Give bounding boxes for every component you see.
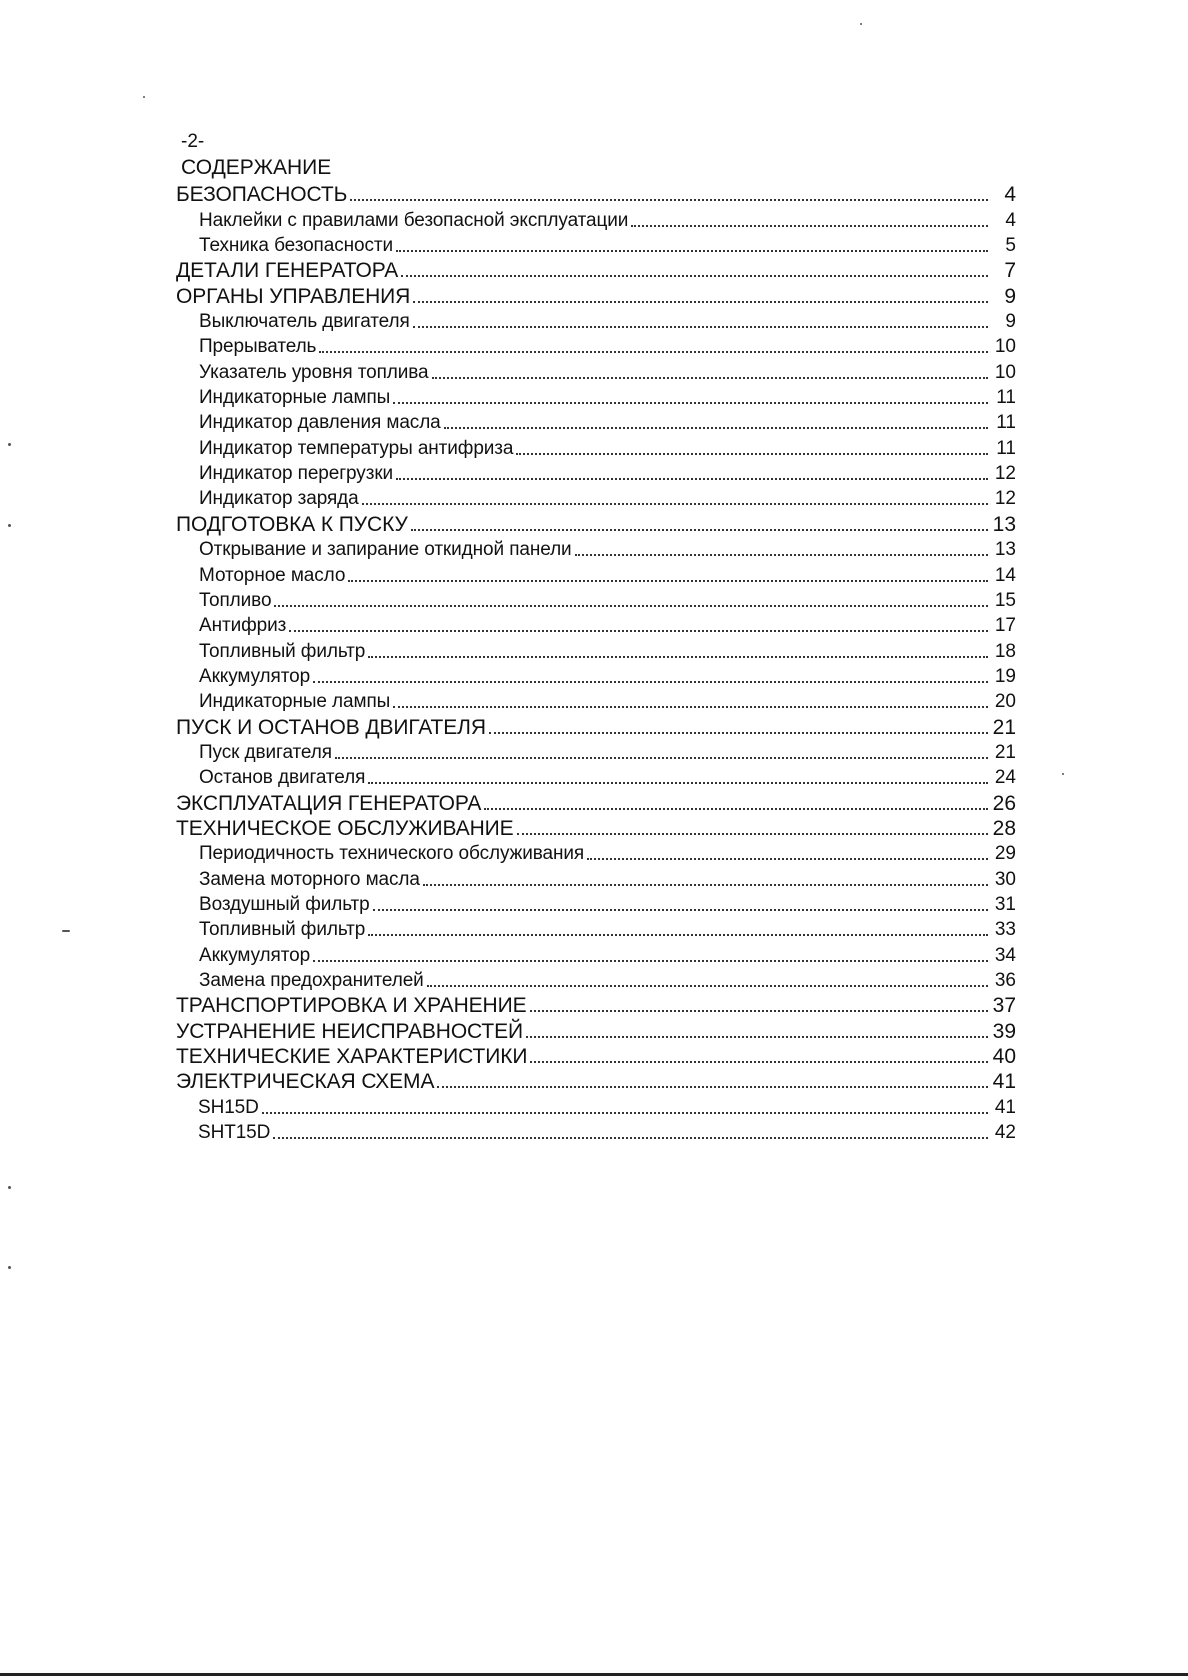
toc-entry bbox=[176, 1068, 1016, 1093]
toc-entry-label: Аккумулятор bbox=[199, 944, 311, 966]
toc-entry-page-number: 11 bbox=[996, 437, 1016, 459]
toc-entry bbox=[176, 536, 1016, 561]
toc-entry-label: Моторное масло bbox=[199, 564, 346, 586]
toc-entry bbox=[176, 840, 1016, 865]
toc-dot-leader bbox=[335, 757, 988, 759]
toc-entry bbox=[176, 764, 1016, 789]
toc-entry bbox=[176, 485, 1016, 510]
toc-entry-label: SHT15D bbox=[198, 1122, 271, 1144]
scan-speck bbox=[62, 930, 70, 932]
toc-entry-label: Останов двигателя bbox=[199, 767, 366, 789]
toc-entry-page-number: 14 bbox=[994, 564, 1016, 586]
toc-entry bbox=[176, 358, 1016, 383]
toc-entry bbox=[176, 713, 1016, 738]
toc-entry-label: Наклейки с правилами безопасной эксплуатации bbox=[199, 209, 629, 231]
toc-entry-page-number: 29 bbox=[994, 843, 1016, 865]
toc-entry bbox=[176, 181, 1016, 206]
toc-dot-leader bbox=[489, 732, 988, 734]
toc-entry bbox=[176, 612, 1016, 637]
toc-entry-label: Замена предохранителей bbox=[199, 970, 424, 991]
toc-entry-page-number: 13 bbox=[994, 539, 1016, 561]
toc-entry-label: Выключатель двигателя bbox=[199, 311, 410, 333]
toc-dot-leader bbox=[313, 681, 988, 683]
toc-dot-leader bbox=[368, 934, 988, 936]
toc-dot-leader bbox=[423, 884, 988, 886]
toc-entry-page-number: 37 bbox=[992, 994, 1016, 1018]
toc-dot-leader bbox=[393, 402, 988, 404]
toc-entry-label: Техника безопасности bbox=[199, 235, 393, 257]
toc-entry-label: Индикатор температуры антифриза bbox=[199, 437, 514, 459]
toc-entry-label: УСТРАНЕНИЕ НЕИСПРАВНОСТЕЙ bbox=[176, 1019, 524, 1043]
toc-entry-page-number: 40 bbox=[992, 1045, 1016, 1069]
toc-dot-leader bbox=[313, 960, 988, 962]
toc-entry-label: Индикаторные лампы bbox=[199, 387, 391, 409]
toc-entry-label: SH15D bbox=[198, 1096, 259, 1118]
toc-entry bbox=[176, 967, 1016, 992]
toc-entry bbox=[176, 282, 1016, 307]
toc-entry bbox=[176, 941, 1016, 966]
toc-dot-leader bbox=[273, 1137, 988, 1139]
toc-entry-page-number: 12 bbox=[994, 463, 1016, 485]
toc-dot-leader bbox=[587, 858, 988, 860]
toc-entry bbox=[176, 333, 1016, 358]
toc-dot-leader bbox=[319, 351, 988, 353]
toc-entry-label: Открывание и запирание откидной панели bbox=[199, 539, 572, 561]
toc-entry-label: Антифриз bbox=[199, 615, 287, 637]
toc-dot-leader bbox=[274, 605, 988, 607]
toc-entry-label: Индикаторные лампы bbox=[199, 691, 391, 713]
toc-entry bbox=[176, 992, 1016, 1017]
toc-entry-label: Пуск двигателя bbox=[199, 741, 332, 763]
toc-entry bbox=[176, 409, 1016, 434]
scan-speck bbox=[8, 1186, 11, 1189]
toc-dot-leader bbox=[413, 326, 988, 328]
scan-speck bbox=[1062, 773, 1064, 775]
toc-dot-leader bbox=[444, 427, 988, 429]
toc-entry-label: БЕЗОПАСНОСТЬ bbox=[176, 183, 348, 207]
toc-dot-leader bbox=[530, 1061, 988, 1063]
toc-dot-leader bbox=[526, 1036, 988, 1038]
toc-entry-page-number: 13 bbox=[992, 512, 1016, 536]
toc-entry-label: ПОДГОТОВКА К ПУСКУ bbox=[176, 512, 408, 536]
toc-entry-page-number: 39 bbox=[992, 1019, 1016, 1043]
toc-entry-label: Топливный фильтр bbox=[199, 919, 366, 941]
toc-entry bbox=[176, 232, 1016, 257]
toc-entry-page-number: 21 bbox=[992, 715, 1016, 739]
toc-dot-leader bbox=[393, 706, 988, 708]
toc-entry bbox=[176, 688, 1016, 713]
toc-entry-label: Периодичность технического обслуживания bbox=[199, 843, 585, 865]
toc-entry-label: Прерыватель bbox=[199, 336, 317, 358]
toc-entry bbox=[176, 891, 1016, 916]
toc-dot-leader bbox=[262, 1112, 988, 1114]
toc-dot-leader bbox=[516, 453, 988, 455]
toc-entry-page-number: 10 bbox=[994, 336, 1016, 358]
toc-entry bbox=[176, 1017, 1016, 1042]
toc-dot-leader bbox=[631, 225, 988, 227]
toc-entry bbox=[176, 1043, 1016, 1068]
toc-entry-label: ТЕХНИЧЕСКОЕ ОБСЛУЖИВАНИЕ bbox=[176, 816, 514, 840]
toc-dot-leader bbox=[401, 275, 988, 277]
toc-entry-page-number: 11 bbox=[996, 387, 1016, 409]
toc-entry-page-number: 34 bbox=[994, 944, 1016, 966]
toc-entry bbox=[176, 865, 1016, 890]
toc-entry bbox=[176, 663, 1016, 688]
toc-entry bbox=[176, 1119, 1016, 1144]
toc-entry bbox=[176, 510, 1016, 535]
toc-entry-page-number: 28 bbox=[992, 816, 1016, 840]
toc-entry-page-number: 4 bbox=[1004, 183, 1016, 207]
scan-speck bbox=[143, 96, 145, 98]
toc-entry bbox=[176, 815, 1016, 840]
toc-entry-page-number: 20 bbox=[994, 691, 1016, 713]
toc-dot-leader bbox=[368, 782, 988, 784]
toc-entry-page-number: 31 bbox=[994, 893, 1016, 915]
toc-entry-page-number: 12 bbox=[994, 488, 1016, 510]
toc-dot-leader bbox=[427, 985, 988, 987]
toc-entry-label: Воздушный фильтр bbox=[199, 893, 370, 915]
toc-entry-page-number: 11 bbox=[996, 412, 1016, 434]
toc-entry bbox=[176, 587, 1016, 612]
toc-entry bbox=[176, 257, 1016, 282]
toc-entry-label: ОРГАНЫ УПРАВЛЕНИЯ bbox=[176, 284, 411, 308]
toc-dot-leader bbox=[575, 554, 988, 556]
toc-heading: СОДЕРЖАНИЕ bbox=[181, 156, 332, 179]
toc-dot-leader bbox=[373, 909, 988, 911]
table-of-contents bbox=[176, 181, 1016, 1144]
toc-dot-leader bbox=[484, 808, 988, 810]
scan-speck bbox=[8, 443, 11, 446]
toc-dot-leader bbox=[368, 656, 988, 658]
toc-entry-label: ЭКСПЛУАТАЦИЯ ГЕНЕРАТОРА bbox=[176, 791, 482, 815]
toc-entry bbox=[176, 1093, 1016, 1118]
toc-dot-leader bbox=[348, 580, 988, 582]
toc-entry-page-number: 24 bbox=[994, 767, 1016, 789]
toc-entry-label: ДЕТАЛИ ГЕНЕРАТОРА bbox=[176, 259, 399, 283]
toc-entry-page-number: 15 bbox=[994, 589, 1016, 611]
toc-entry-label: Замена моторного масла bbox=[199, 868, 420, 890]
toc-entry bbox=[176, 561, 1016, 586]
toc-dot-leader bbox=[432, 377, 988, 379]
toc-entry-page-number: 17 bbox=[994, 615, 1016, 637]
toc-entry-label: ТРАНСПОРТИРОВКА И ХРАНЕНИЕ bbox=[176, 994, 527, 1018]
page-number: -2- bbox=[181, 131, 205, 152]
toc-entry-label: ЭЛЕКТРИЧЕСКАЯ СХЕМА bbox=[176, 1070, 435, 1094]
toc-entry-page-number: 30 bbox=[994, 868, 1016, 890]
toc-entry-page-number: 41 bbox=[994, 1096, 1016, 1118]
toc-entry-label: Указатель уровня топлива bbox=[199, 361, 429, 383]
toc-entry-page-number: 5 bbox=[1005, 235, 1016, 257]
toc-entry bbox=[176, 460, 1016, 485]
toc-dot-leader bbox=[411, 529, 988, 531]
toc-entry-page-number: 9 bbox=[1005, 311, 1016, 333]
toc-entry-page-number: 7 bbox=[1004, 259, 1016, 283]
toc-entry-label: ТЕХНИЧЕСКИЕ ХАРАКТЕРИСТИКИ bbox=[176, 1045, 528, 1069]
scan-speck bbox=[8, 524, 11, 527]
toc-entry-page-number: 42 bbox=[994, 1122, 1016, 1144]
toc-entry-label: Индикатор перегрузки bbox=[199, 463, 394, 485]
scan-bottom-edge bbox=[0, 1673, 1188, 1676]
toc-entry-page-number: 36 bbox=[994, 970, 1016, 991]
toc-entry-page-number: 18 bbox=[994, 640, 1016, 662]
toc-entry-page-number: 26 bbox=[992, 791, 1016, 815]
toc-entry-page-number: 9 bbox=[1004, 284, 1016, 308]
toc-entry-page-number: 19 bbox=[994, 665, 1016, 687]
toc-entry-label: Индикатор давления масла bbox=[199, 412, 441, 434]
toc-entry bbox=[176, 308, 1016, 333]
toc-entry-page-number: 41 bbox=[992, 1070, 1016, 1094]
toc-entry bbox=[176, 434, 1016, 459]
scan-speck bbox=[860, 23, 862, 25]
toc-entry-page-number: 33 bbox=[994, 919, 1016, 941]
toc-entry bbox=[176, 206, 1016, 231]
toc-dot-leader bbox=[396, 478, 988, 480]
toc-dot-leader bbox=[396, 250, 988, 252]
toc-dot-leader bbox=[530, 1010, 988, 1012]
toc-dot-leader bbox=[289, 630, 988, 632]
toc-dot-leader bbox=[350, 199, 988, 201]
toc-entry-label: Индикатор заряда bbox=[199, 488, 359, 510]
toc-entry-label: Топливо bbox=[199, 589, 272, 611]
toc-entry-label: Аккумулятор bbox=[199, 665, 311, 687]
toc-entry bbox=[176, 739, 1016, 764]
toc-dot-leader bbox=[413, 301, 988, 303]
toc-entry-page-number: 21 bbox=[994, 741, 1016, 763]
toc-entry bbox=[176, 789, 1016, 814]
toc-entry bbox=[176, 637, 1016, 662]
toc-dot-leader bbox=[362, 503, 988, 505]
toc-entry-page-number: 4 bbox=[1005, 209, 1016, 231]
toc-entry-label: ПУСК И ОСТАНОВ ДВИГАТЕЛЯ bbox=[176, 715, 486, 739]
toc-entry-page-number: 10 bbox=[994, 361, 1016, 383]
toc-entry bbox=[176, 384, 1016, 409]
toc-dot-leader bbox=[517, 833, 988, 835]
toc-dot-leader bbox=[437, 1086, 988, 1088]
toc-entry bbox=[176, 916, 1016, 941]
scan-speck bbox=[8, 1266, 11, 1269]
toc-entry-label: Топливный фильтр bbox=[199, 640, 366, 662]
